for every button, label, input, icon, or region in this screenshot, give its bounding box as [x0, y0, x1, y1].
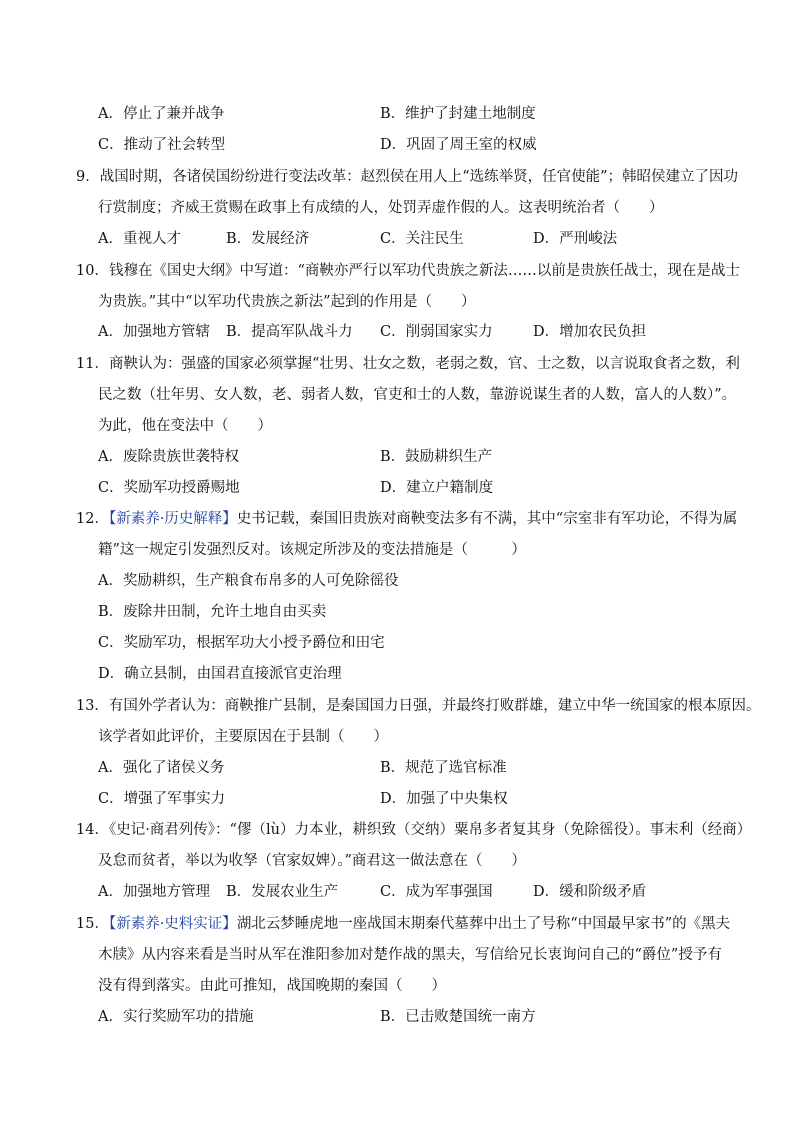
q12-option-c: C．奖励军功，根据军功大小授予爵位和田宅: [98, 635, 385, 651]
q9-option-a: A．重视人才: [98, 231, 181, 247]
q11-stem-line3: 为此，他在变法中（ ）: [98, 418, 272, 434]
q10-option-d: D．增加农民负担: [533, 324, 647, 340]
q12-option-b: B．废除井田制，允许土地自由买卖: [98, 604, 327, 620]
q15-number: 15．: [76, 916, 109, 932]
q13-option-b: B．规范了选官标准: [380, 760, 507, 776]
q8-option-a: A．停止了兼并战争: [98, 106, 225, 122]
q12-stem-line2: 籍”这一规定引发强烈反对。该规定所涉及的变法措施是（ ）: [98, 542, 526, 558]
q10-stem-line1: 10．钱穆在《国史大纲》中写道：“商鞅亦严行以军功代贵族之新法……以前是贵族任战士，现在是战士: [76, 263, 740, 279]
q13-option-c: C．增强了军事实力: [98, 791, 226, 807]
q8-option-d: D．巩固了周王室的权威: [380, 137, 537, 153]
q12-tag: 【新素养·历史解释】: [108, 511, 237, 527]
q15-stem-line2: 木牍》从内容来看是当时从军在淮阳参加对楚作战的黑夫，写信给兄长衷询问自己的“爵位”授予有: [98, 947, 722, 963]
q9-option-d: D．严刑峻法: [533, 231, 618, 247]
q15-stem-line3: 没有得到落实。由此可推知，战国晚期的秦国（ ）: [98, 978, 446, 994]
q9-stem-line2: 行赏制度；齐威王赏赐在政事上有成绩的人，处罚弄虚作假的人。这表明统治者（ ）: [98, 200, 664, 216]
q15-option-a: A．实行奖励军功的措施: [98, 1009, 254, 1025]
q14-option-b: B．发展农业生产: [226, 884, 339, 900]
q11-stem-line2: 民之数（壮年男、女人数，老、弱者人数，官吏和士的人数，靠游说谋生者的人数，富人的人数）”。: [98, 387, 737, 403]
q11-option-a: A．废除贵族世袭特权: [98, 449, 239, 465]
q8-option-c: C．推动了社会转型: [98, 137, 226, 153]
q15-option-b: B．已击败楚国统一南方: [380, 1009, 536, 1025]
q11-option-b: B．鼓励耕织生产: [380, 449, 493, 465]
q10-option-c: C．削弱国家实力: [380, 324, 493, 340]
q13-option-d: D．加强了中央集权: [380, 791, 508, 807]
q12-option-d: D．确立县制，由国君直接派官吏治理: [98, 666, 342, 682]
q14-option-a: A．加强地方管理: [98, 884, 210, 900]
q13-option-a: A．强化了诸侯义务: [98, 760, 225, 776]
q14-stem-line2: 及怠而贫者，举以为收孥（官家奴婢）。”商君这一做法意在（ ）: [98, 853, 526, 869]
q11-stem-line1: 11．商鞅认为：强盛的国家必须掌握“壮男、壮女之数，老弱之数，官、士之数，以言说取食者之数，利: [76, 356, 740, 372]
q11-option-d: D．建立户籍制度: [380, 480, 494, 496]
q10-stem-line2: 为贵族。”其中“以军功代贵族之新法”起到的作用是（ ）: [98, 294, 476, 310]
q9-option-c: C．关注民生: [380, 231, 464, 247]
q15-stem-line1: [76, 914, 730, 934]
q14-stem-line1: 14．《史记·商君列传》：“僇（lù）力本业，耕织致（交纳）粟帛多者复其身（免除徭役）。事末利（经商）: [76, 822, 752, 838]
q12-stem-text: 史书记载，秦国旧贵族对商鞅变法多有不满，其中“宗室非有军功论，不得为属: [236, 511, 738, 527]
q12-option-a: A．奖励耕织，生产粮食布帛多的人可免除徭役: [98, 573, 399, 589]
q15-stem-text: 湖北云梦睡虎地一座战国末期秦代墓葬中出土了号称“中国最早家书”的《黑夫: [236, 916, 731, 932]
q13-stem-line1: 13．有国外学者认为：商鞅推广县制，是秦国国力日强，并最终打败群雄，建立中华一统国家的根本原因。: [76, 698, 761, 714]
q11-option-c: C．奖励军功授爵赐地: [98, 480, 240, 496]
q9-option-b: B．发展经济: [226, 231, 310, 247]
q12-number: 12．: [76, 511, 109, 527]
q10-option-b: B．提高军队战斗力: [226, 324, 353, 340]
q12-stem-line1: [76, 509, 737, 529]
q8-option-b: B．维护了封建土地制度: [380, 106, 536, 122]
q15-tag: 【新素养·史料实证】: [108, 916, 237, 932]
q14-option-d: D．缓和阶级矛盾: [533, 884, 647, 900]
q9-stem-line1: 9．战国时期，各诸侯国纷纷进行变法改革：赵烈侯在用人上“选练举贤，任官使能”；韩昭侯建立了因功: [76, 169, 739, 185]
q14-option-c: C．成为军事强国: [380, 884, 493, 900]
q10-option-a: A．加强地方管辖: [98, 324, 210, 340]
q13-stem-line2: 该学者如此评价，主要原因在于县制（ ）: [98, 729, 388, 745]
